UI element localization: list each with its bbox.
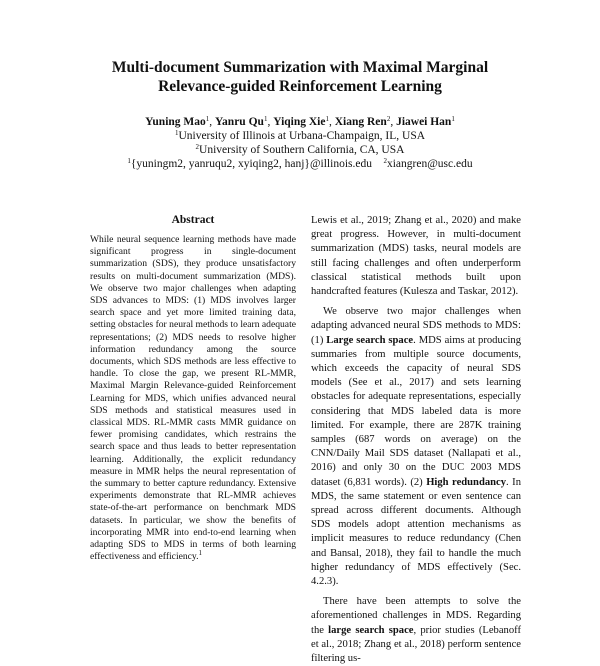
author-list: Yuning Mao$^1$, Yanru Qu$^1$, Yiqing Xie$^1$, Xiang Ren$^2$, Jiawei Han$^1$	[145, 115, 455, 128]
author-name: Xiang Ren	[334, 116, 387, 128]
abstract-text: While neural sequence learning methods have made significant progress in single-document summarization (SDS), they produce unsatisfactory results on multi-document summarization (MDS). We observe two major challenges when adapting SDS advances to MDS: (1) MDS involves larger search space and yet more limited training data, setting obstacles for neural methods to learn adequate representations; (2) MDS needs to resolve higher information redundancy among the source documents, which SDS methods are less effective to handle. To close the gap, we present RL-MMR, Maximal Margin Relevance-guided Reinforcement Learning for MDS, which unifies advanced neural SDS methods and statistical measures used in classical MDS. RL-MMR casts MMR guidance on fewer promising candidates, which restrains the search space and thus leads to better representation learning. Additionally, the explicit redundancy measure in MMR helps the neural representation of the summary to better capture redundancy. Extensive experiments demonstrate that RL-MMR achieves state-of-the-art performance on benchmark MDS datasets. In particular, we show the benefits of incorporating MMR into end-to-end learning when adapting SDS to MDS in terms of both learning effectiveness and efficiency.	[90, 234, 296, 563]
title-line-1: Multi-document Summarization with Maximal Marginal	[111, 59, 489, 76]
abstract-heading: Abstract	[171, 214, 215, 226]
author-block	[0, 115, 600, 171]
affiliation-1: $^1$University of Illinois at Urbana-Champaign, IL, USA	[174, 129, 426, 142]
term-large-search-space: Large search space	[326, 334, 414, 346]
author-name: Yanru Qu	[215, 116, 264, 128]
paper-title	[0, 58, 600, 96]
author-emails: $^1${yuningm2, yanruqu2, xyiqing2, hanj}@illinois.edu $^2$xiangren@usc.edu	[127, 157, 473, 170]
title-line-2: Relevance-guided Reinforcement Learning	[158, 78, 442, 95]
intro-column	[311, 214, 521, 666]
author-name: Jiawei Han	[396, 116, 452, 128]
term-search-space: large search space	[328, 624, 414, 636]
intro-paragraph-3: There have been attempts to solve the aforementioned challenges in MDS. Regarding the large search space, prior studies (Lebanoff et al., 2018; Zhang et al., 2018) perform sentence filtering us-	[311, 596, 521, 665]
email-usc: xiangren@usc.edu	[386, 158, 473, 170]
intro-paragraph-2: We observe two major challenges when adapting advanced neural SDS methods to MDS: (1) Large search space. MDS aims at producing summaries from multiple source documents, which exceeds the capacity of neural SDS models (See et al., 2017) and sets learning obstacles for adequate representations, especially considering that MDS labeled data is more limited. For example, there are 287K training samples (687 words on average) on the CNN/Daily Mail SDS dataset (Nallapati et al., 2016) and only 30 on the DUC 2003 MDS dataset (6,831 words). (2) High redundancy. In MDS, the same statement or even sentence can spread across different documents. Although SDS models adopt attention mechanisms as implicit measures to reduce redundancy (Chen and Bansal, 2018), they fail to handle the much higher redundancy of MDS effectively (Sec. 4.2.3).	[311, 306, 521, 588]
author-name: Yiqing Xie	[273, 116, 326, 128]
abstract-body	[90, 234, 296, 563]
intro-paragraph-1: Lewis et al., 2019; Zhang et al., 2020) and make great progress. However, in multi-document summarization (MDS) tasks, neural models are still facing challenges and often underperform classical statistical methods built upon handcrafted features (Kulesza and Taskar, 2012).	[311, 215, 521, 298]
author-name: Yuning Mao	[145, 116, 206, 128]
affiliation-2: $^2$University of Southern California, CA, USA	[195, 143, 405, 156]
term-high-redundancy: High redundancy	[426, 476, 507, 488]
footnote-mark: 1	[198, 549, 202, 558]
email-illinois: {yuningm2, yanruqu2, xyiqing2, hanj}@illinois.edu	[130, 158, 372, 170]
